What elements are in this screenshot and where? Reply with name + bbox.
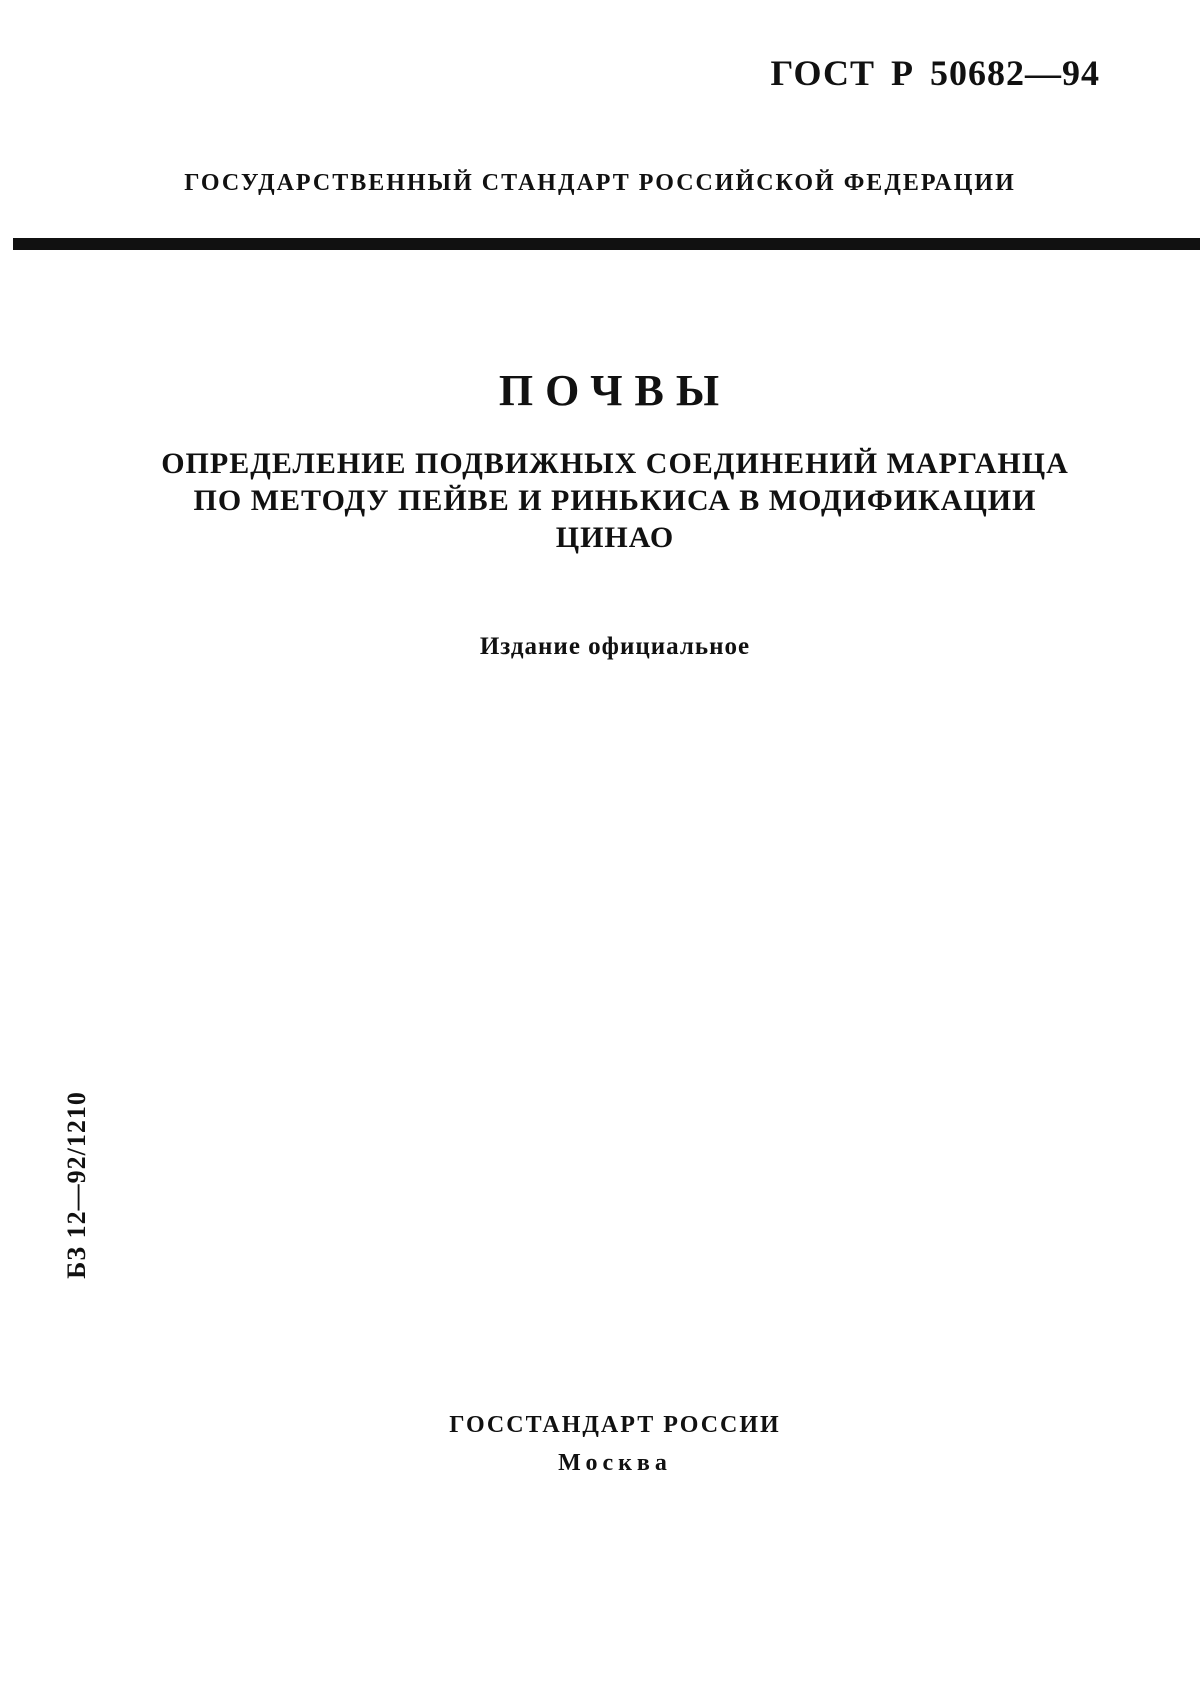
subtitle-line-1: ОПРЕДЕЛЕНИЕ ПОДВИЖНЫХ СОЕДИНЕНИЙ МАРГАНЦА <box>161 447 1069 480</box>
standard-header: ГОСУДАРСТВЕННЫЙ СТАНДАРТ РОССИЙСКОЙ ФЕДЕРАЦИИ <box>184 170 1016 196</box>
subtitle-line-2: ПО МЕТОДУ ПЕЙВЕ И РИНЬКИСА В МОДИФИКАЦИИ <box>193 484 1037 517</box>
document-number: ГОСТ Р 50682—94 <box>770 53 1100 93</box>
publisher: ГОССТАНДАРТ РОССИИ <box>449 1412 781 1438</box>
edition-label: Издание официальное <box>479 633 751 660</box>
header-divider <box>13 238 1200 250</box>
publication-city: Москва <box>558 1450 672 1476</box>
side-registration-code: БЗ 12—92/1210 <box>62 1091 91 1279</box>
subtitle-line-3: ЦИНАО <box>555 521 675 554</box>
main-title: ПОЧВЫ <box>498 366 732 415</box>
subtitle <box>0 445 1200 556</box>
